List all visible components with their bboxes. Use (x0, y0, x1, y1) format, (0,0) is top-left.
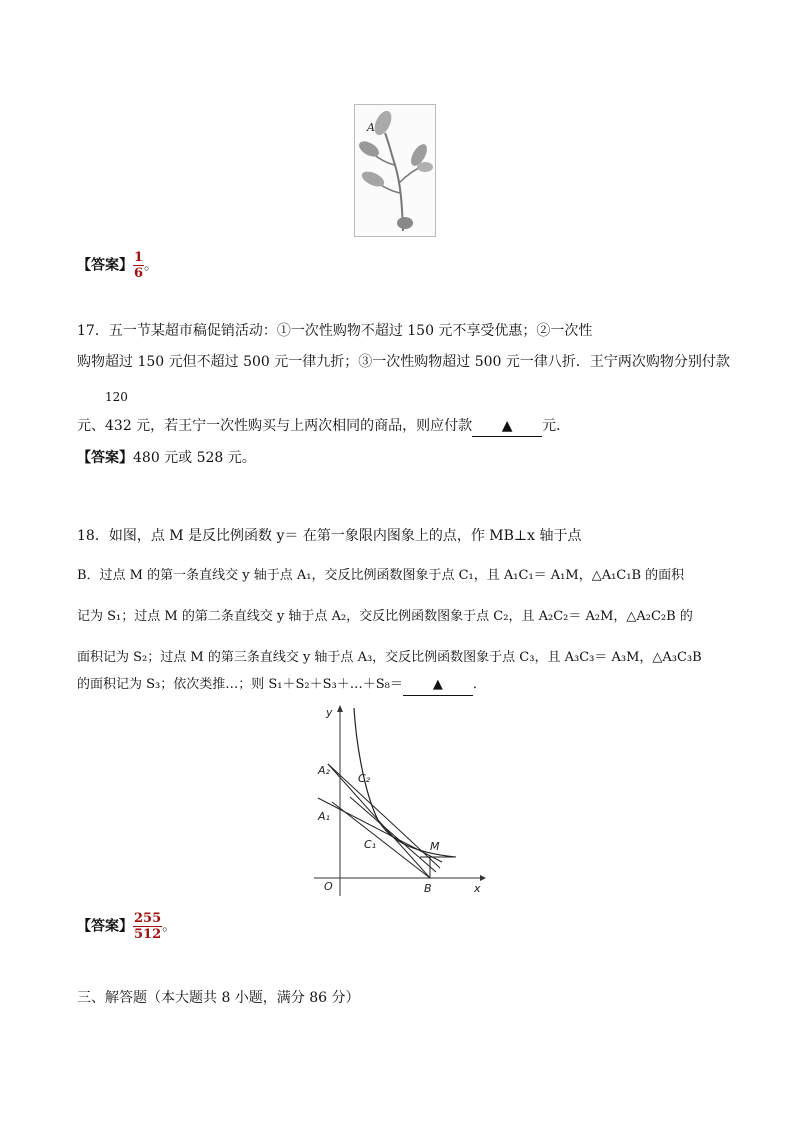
q18-graph (310, 702, 490, 898)
q18-line-5 (77, 675, 486, 696)
label-x: x (474, 882, 481, 895)
plant-illustration (355, 105, 435, 236)
line-a1-m (318, 798, 442, 862)
fraction-denominator: 6 (134, 266, 144, 281)
fraction-numerator: 1 (134, 250, 144, 265)
line-a2-b (328, 764, 430, 878)
label-c1: C₁ (364, 838, 377, 851)
answer-end: 。 (144, 257, 159, 274)
label-a2: A₂ (318, 764, 330, 777)
q16-answer (77, 250, 158, 281)
blank-triangle: ▲ (501, 418, 513, 434)
q17-line-1: 17．五一节某超市稿促销活动：①一次性购物不超过 150 元不享受优惠；②一次性 (77, 323, 593, 339)
q18-line-1: 18．如图，点 M 是反比例函数 y＝ 在第一象限内图象上的点，作 MB⊥x 轴于点 (77, 528, 582, 544)
answer-label: 【答案】 (77, 918, 133, 935)
line-extra (350, 797, 436, 872)
q17-text-end: 元． (542, 418, 571, 434)
q17-line-2: 购物超过 150 元但不超过 500 元一律九折；③一次性购物超过 500 元一律八折．王宁两次购物分别付款 (77, 354, 730, 370)
answer-label: 【答案】 (77, 257, 133, 274)
x-axis-arrow (480, 875, 486, 881)
q18-line-2: B．过点 M 的第一条直线交 y 轴于点 A₁，交反比例函数图象于点 C₁，且 A₁C₁＝ A₁M，△A₁C₁B 的面积 (77, 568, 685, 583)
plant-figure (354, 104, 436, 237)
blank-triangle: ▲ (432, 677, 443, 692)
q18-text: 的面积记为 S₃；依次类推…；则 S₁＋S₂＋S₃＋…＋S₈＝ (77, 677, 403, 692)
q17-line-4 (77, 416, 570, 437)
answer-label: 【答案】 (77, 450, 133, 466)
plant-label-a: A (367, 121, 375, 134)
q16-answer-fraction (133, 250, 144, 281)
q18-line-3: 记为 S₁；过点 M 的第二条直线交 y 轴于点 A₂，交反比例函数图象于点 C₂，且 A₂C₂＝ A₂M，△A₂C₂B 的 (77, 609, 693, 624)
label-o: O (324, 880, 333, 893)
q18-line-4: 面积记为 S₂；过点 M 的第三条直线交 y 轴于点 A₃，交反比例函数图象于点 C₃，且 A₃C₃＝ A₃M，△A₃C₃B (77, 650, 702, 665)
q18-answer-fraction (133, 911, 162, 942)
label-m: M (430, 840, 440, 853)
q17-answer-text: 480 元或 528 元。 (133, 450, 256, 466)
label-a1: A₁ (318, 810, 330, 823)
q18-answer (77, 911, 176, 942)
label-b: B (424, 882, 432, 895)
answer-end: 。 (162, 918, 177, 935)
label-y: y (326, 706, 333, 719)
graph-svg (310, 702, 490, 898)
q18-text-end: ． (472, 677, 486, 692)
q18-blank (403, 675, 473, 696)
q17-answer (77, 448, 256, 468)
section-3-title: 三、解答题（本大题共 8 小题，满分 86 分） (77, 990, 360, 1006)
q17-blank (472, 416, 542, 437)
y-axis-arrow (337, 705, 343, 712)
q17-line-3: 120 (105, 390, 128, 404)
fraction-numerator: 255 (134, 911, 162, 926)
fraction-denominator: 512 (134, 927, 162, 942)
label-c2: C₂ (358, 772, 371, 785)
q17-text: 元、432 元，若王宁一次性购买与上两次相同的商品，则应付款 (77, 418, 473, 434)
